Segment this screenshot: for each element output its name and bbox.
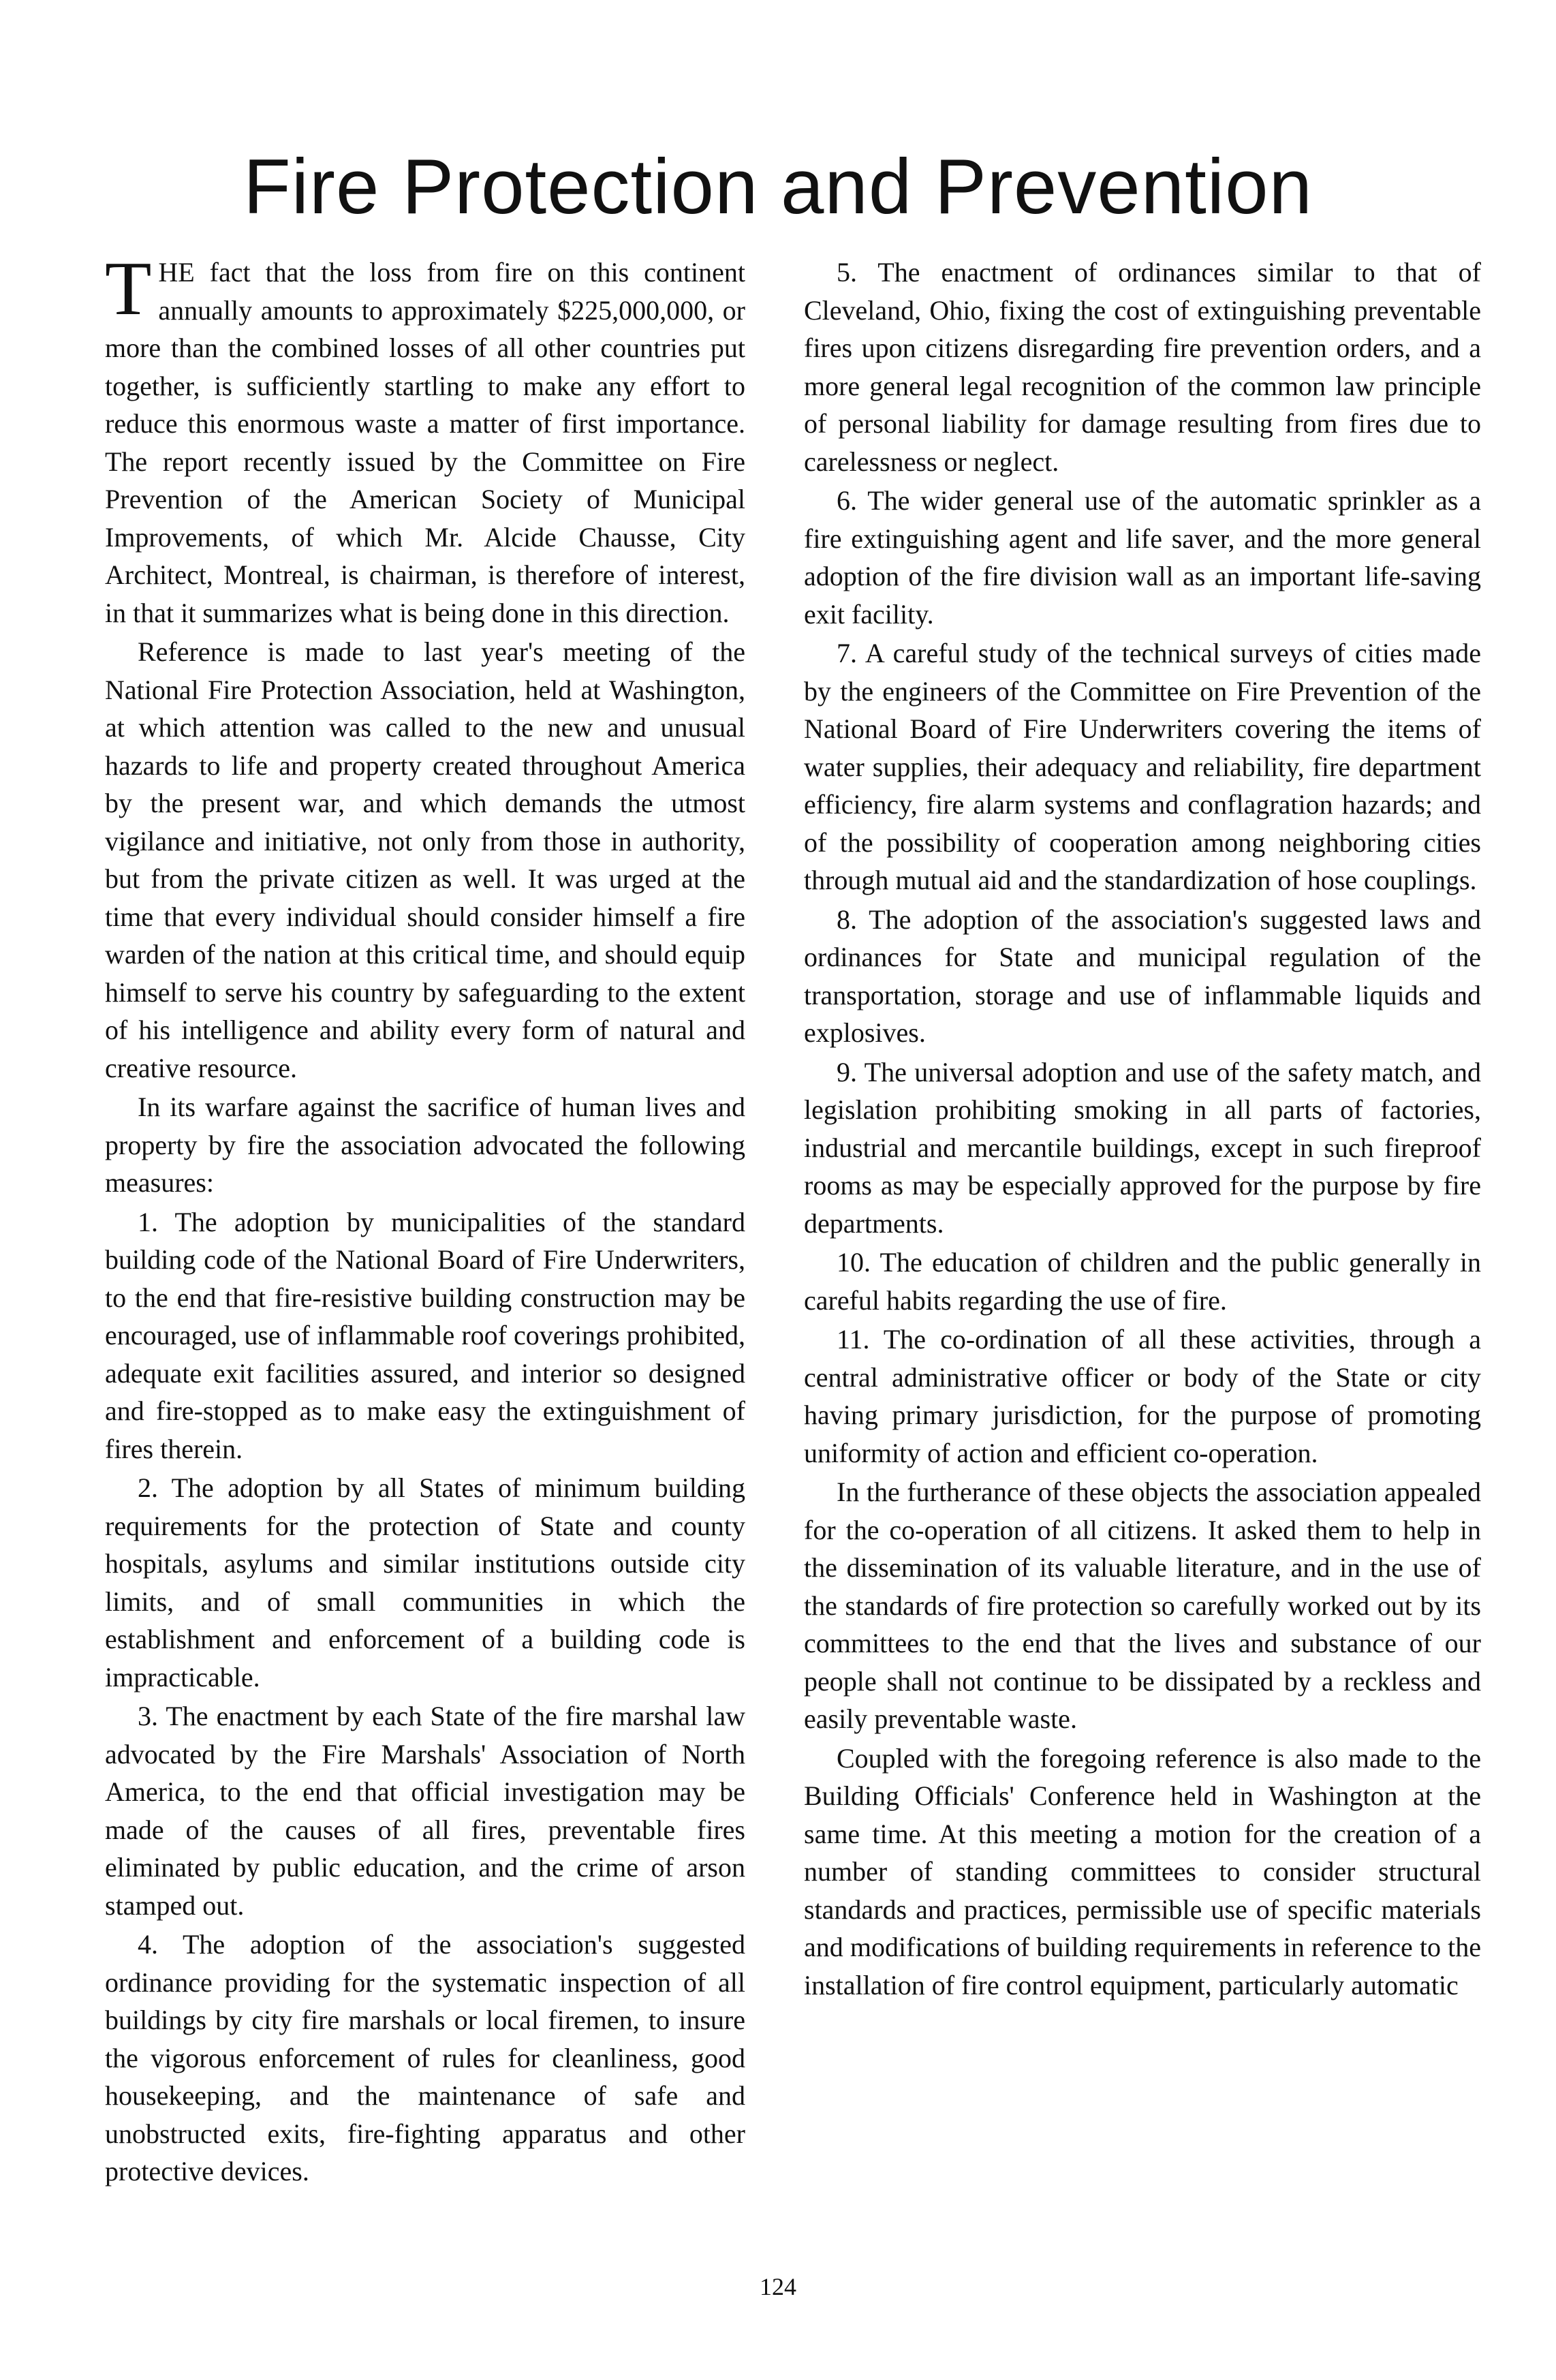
measure-item: 10. The education of children and the public generally in careful habits regarding the use of fire. [804, 1247, 1481, 1316]
page-number: 124 [760, 2273, 796, 2300]
measure-item: 9. The universal adoption and use of the safety match, and legislation prohibiting smoking in all parts of factories, industrial and mercantile buildings, except in such fireproof rooms as may be especially approved for the purpose by fire departments. [804, 1056, 1481, 1239]
paragraph: In its warfare against the sacrifice of human lives and property by fire the association advocated the following measures: [105, 1092, 745, 1198]
article-title: Fire Protection and Prevention [243, 144, 1313, 230]
measure-item: 11. The co-ordination of all these activities, through a central administrative officer or body of the State or city having primary jurisdiction, for the purpose of promoting uniformity of action and efficient co-operation. [804, 1324, 1481, 1468]
right-column [804, 253, 1481, 2004]
measure-item: 6. The wider general use of the automatic sprinkler as a fire extinguishing agent and life saver, and the more general adoption of the fire division wall as an important life-saving exit facility. [804, 485, 1481, 630]
paragraph: Reference is made to last year's meeting of the National Fire Protection Association, held at Washington, at which attention was called to the new and unusual hazards to life and property created throughout America by the present war, and which demands the utmost vigilance and initiative, not only from those in authority, but from the private citizen as well. It was urged at the time that every individual should consider himself a fire warden of the nation at this critical time, and should equip himself to serve his country by safeguarding to the extent of his intelligence and ability every form of natural and creative resource. [105, 636, 745, 1083]
measure-item: 4. The adoption of the association's suggested ordinance providing for the systematic inspection of all buildings by city fire marshals or local firemen, to insure the vigorous enforcement of rules for cleanliness, good housekeeping, and the maintenance of safe and unobstructed exits, fire-fighting apparatus and other protective devices. [105, 1929, 745, 2186]
paragraph: In the furtherance of these objects the association appealed for the co-operation of all citizens. It asked them to help in the dissemination of its valuable literature, and in the use of the standards of fire protection so carefully worked out by its committees to the end that the lives and substance of our people shall not continue to be dissipated by a reckless and easily preventable waste. [804, 1477, 1481, 1734]
lead-paragraph [105, 247, 745, 632]
measure-item: 8. The adoption of the association's suggested laws and ordinances for State and municipal regulation of the transportation, storage and use of inflammable liquids and explosives. [804, 903, 1481, 1048]
measure-item: 7. A careful study of the technical surveys of cities made by the engineers of the Committee on Fire Prevention of the National Board of Fire Underwriters covering the items of water supplies, their adequacy and reliability, fire department efficiency, fire alarm systems and conflagration hazards; and of the possibility of cooperation among neighboring cities through mutual aid and the standardization of hose couplings. [804, 638, 1481, 895]
lead-paragraph-text: HE fact that the loss from fire on this continent annually amounts to approximately $225,000,000, or more than the combined losses of all other countries put together, is sufficiently startling to make any effort to reduce this enormous waste a matter of first importance. The report recently issued by the Committee on Fire Prevention of the American Society of Municipal Improvements, of which Mr. Alcide Chausse, City Architect, Montreal, is chairman, is therefore of interest, in that it summarizes what is being done in this direction. [105, 257, 745, 628]
drop-cap: T [105, 247, 152, 331]
measure-item: 2. The adoption by all States of minimum building requirements for the protection of State and county hospitals, asylums and similar institutions outside city limits, and of small communities in which the establishment and enforcement of a building code is impracticable. [105, 1472, 745, 1693]
left-column [105, 247, 745, 2191]
measure-item: 3. The enactment by each State of the fire marshal law advocated by the Fire Marshals' Association of North America, to the end that official investigation may be made of the causes of all fires, preventable fires eliminated by public education, and the crime of arson stamped out. [105, 1701, 745, 1921]
measure-item: 5. The enactment of ordinances similar to that of Cleveland, Ohio, fixing the cost of extinguishing preventable fires upon citizens disregarding fire prevention orders, and a more general legal recognition of the common law principle of personal liability for damage resulting from fires due to carelessness or neglect. [804, 257, 1481, 477]
measure-item: 1. The adoption by municipalities of the standard building code of the National Board of Fire Underwriters, to the end that fire-resistive building construction may be encouraged, use of inflammable roof coverings prohibited, adequate exit facilities assured, and interior so designed and fire-stopped as to make easy the extinguishment of fires therein. [105, 1206, 745, 1464]
paragraph: Coupled with the foregoing reference is also made to the Building Officials' Conference held in Washington at the same time. At this meeting a motion for the creation of a number of standing committees to consider structural standards and practices, permissible use of specific materials and modifications of building requirements in reference to the installation of fire control equipment, particularly automatic [804, 1742, 1481, 2000]
